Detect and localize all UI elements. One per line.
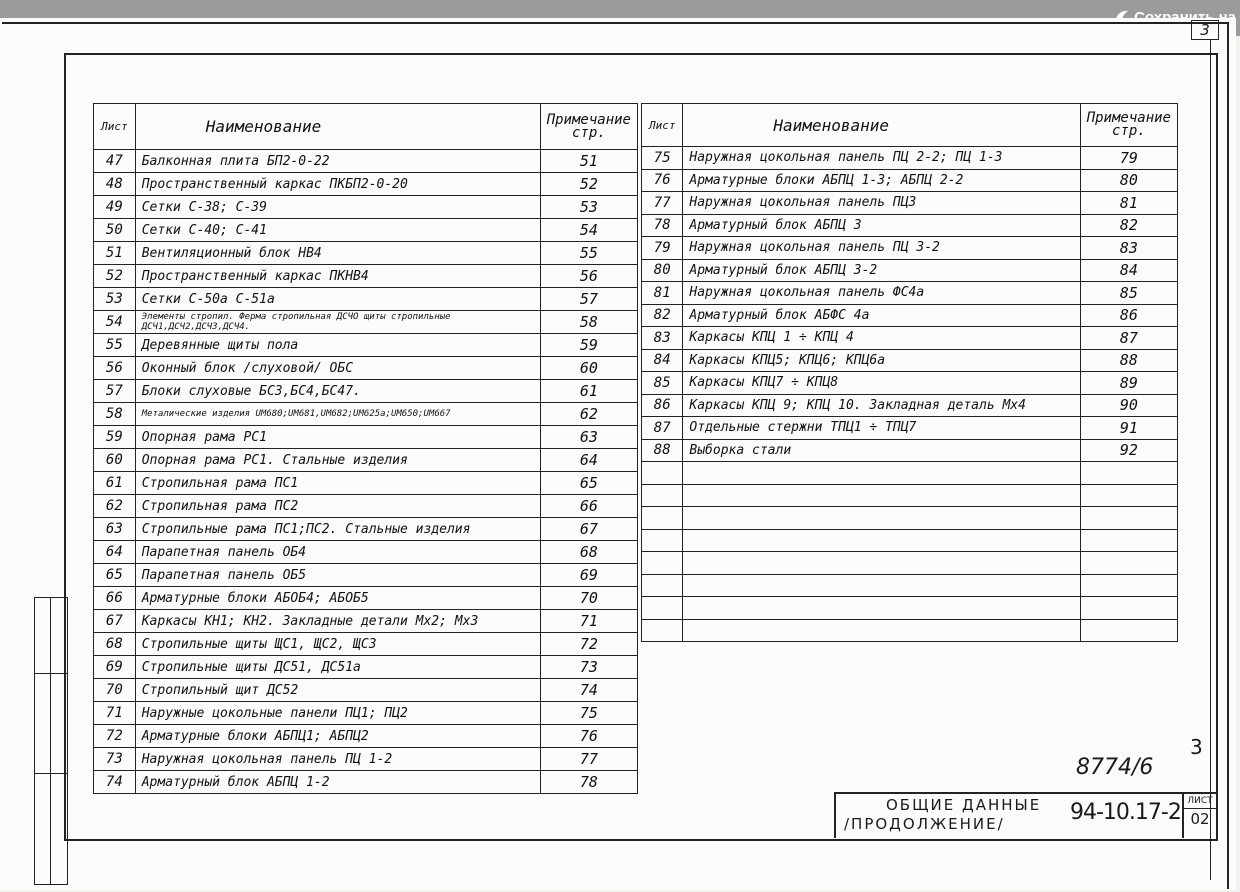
row-page-cell: 59	[540, 334, 637, 357]
row-page-cell: 55	[540, 242, 637, 265]
row-list-cell: 47	[94, 150, 136, 173]
table-row	[642, 237, 1178, 260]
table-row	[94, 679, 638, 702]
row-page-cell: 79	[1080, 147, 1177, 170]
row-list-cell: 54	[94, 311, 136, 334]
table-row	[94, 564, 638, 587]
row-name-cell: Парапетная панель ОБ4	[135, 541, 540, 564]
row-page-cell: 52	[540, 173, 637, 196]
table-row	[94, 426, 638, 449]
row-list-cell: 69	[94, 656, 136, 679]
row-list-cell: 73	[94, 748, 136, 771]
row-page-cell: 58	[540, 311, 637, 334]
row-list-cell: 48	[94, 173, 136, 196]
row-name-cell: Арматурные блоки АБОБ4; АБОБ5	[135, 587, 540, 610]
row-list-cell: 67	[94, 610, 136, 633]
binding-margin-strip	[34, 597, 68, 885]
row-list-cell: 55	[94, 334, 136, 357]
row-list-cell: 78	[642, 214, 683, 237]
row-name-cell: Элементы стропил. Ферма стропильная ДСЧО щиты стропильные ДСЧ1,ДСЧ2,ДСЧ3,ДСЧ4.	[135, 311, 540, 334]
row-list-cell: 71	[94, 702, 136, 725]
table-row	[642, 259, 1178, 282]
row-name-cell: Каркасы КПЦ 1 ÷ КПЦ 4	[683, 327, 1080, 350]
table-row-empty	[642, 597, 1178, 620]
row-page-cell: 89	[1080, 372, 1177, 395]
row-list-cell: 60	[94, 449, 136, 472]
row-name-cell: Оконный блок /слуховой/ ОБС	[135, 357, 540, 380]
left-contents-table	[93, 103, 638, 794]
sheet-number: 02	[1190, 810, 1210, 828]
table-row	[94, 173, 638, 196]
row-page-cell: 72	[540, 633, 637, 656]
row-name-cell: Балконная плита БП2-0-22	[135, 150, 540, 173]
row-list-cell: 63	[94, 518, 136, 541]
row-page-cell: 60	[540, 357, 637, 380]
row-page-cell: 83	[1080, 237, 1177, 260]
row-name-cell: Металические изделия UМ680;UМ681,UМ682;UМ625а;UМ650;UМ667	[135, 403, 540, 426]
row-page-cell: 82	[1080, 214, 1177, 237]
row-name-cell: Опорная рама РС1	[135, 426, 540, 449]
row-name-cell: Каркасы КН1; КН2. Закладные детали Мх2; Мх3	[135, 610, 540, 633]
row-page-cell: 92	[1080, 439, 1177, 462]
row-list-cell: 75	[642, 147, 683, 170]
row-page-cell: 75	[540, 702, 637, 725]
row-page-cell: 61	[540, 380, 637, 403]
row-list-cell: 74	[94, 771, 136, 794]
row-list-cell: 70	[94, 679, 136, 702]
table-row	[94, 380, 638, 403]
table-row	[642, 304, 1178, 327]
table-row	[94, 771, 638, 794]
title-block	[834, 792, 1216, 838]
row-page-cell: 65	[540, 472, 637, 495]
row-page-cell: 70	[540, 587, 637, 610]
row-page-cell: 51	[540, 150, 637, 173]
table-row	[94, 541, 638, 564]
row-page-cell: 57	[540, 288, 637, 311]
row-list-cell: 80	[642, 259, 683, 282]
row-page-cell: 87	[1080, 327, 1177, 350]
row-list-cell: 66	[94, 587, 136, 610]
row-name-cell: Стропильный щит ДС52	[135, 679, 540, 702]
table-row	[94, 449, 638, 472]
row-page-cell: 91	[1080, 417, 1177, 440]
row-page-cell: 73	[540, 656, 637, 679]
row-name-cell: Стропильная рама ПС2	[135, 495, 540, 518]
table-row	[642, 214, 1178, 237]
page-mark: 3	[1190, 735, 1203, 759]
table-row	[94, 656, 638, 679]
row-name-cell: Стропильная рама ПС1	[135, 472, 540, 495]
project-code: 94-10.17-2	[1070, 800, 1181, 825]
sheet-label: ЛИСТ	[1184, 794, 1216, 809]
row-list-cell: 86	[642, 394, 683, 417]
row-name-cell: Блоки слуховые БС3,БС4,БС47.	[135, 380, 540, 403]
table-row	[94, 150, 638, 173]
row-list-cell: 76	[642, 169, 683, 192]
table-row-empty	[642, 619, 1178, 642]
table-row-empty	[642, 507, 1178, 530]
table-row	[94, 242, 638, 265]
table-row	[94, 196, 638, 219]
row-page-cell: 77	[540, 748, 637, 771]
document-number: 8774/6	[1076, 755, 1154, 780]
row-name-cell: Парапетная панель ОБ5	[135, 564, 540, 587]
column-header-note: Примечание стр.	[540, 104, 637, 150]
column-header-name: Наименование	[683, 104, 1080, 147]
row-name-cell: Пространственный каркас ПКБП2-0-20	[135, 173, 540, 196]
row-list-cell: 84	[642, 349, 683, 372]
table-row	[94, 495, 638, 518]
row-list-cell: 68	[94, 633, 136, 656]
sheet-number-cell	[1182, 794, 1216, 838]
column-header-name: Наименование	[135, 104, 540, 150]
row-name-cell: Наружная цокольная панель ПЦ3	[683, 192, 1080, 215]
row-list-cell: 83	[642, 327, 683, 350]
row-page-cell: 85	[1080, 282, 1177, 305]
row-page-cell: 69	[540, 564, 637, 587]
table-row	[94, 633, 638, 656]
table-row	[94, 725, 638, 748]
row-name-cell: Сетки С-50а С-51а	[135, 288, 540, 311]
row-list-cell: 79	[642, 237, 683, 260]
table-row	[94, 610, 638, 633]
row-page-cell: 74	[540, 679, 637, 702]
row-list-cell: 64	[94, 541, 136, 564]
row-name-cell: Наружная цокольная панель ПЦ 3-2	[683, 237, 1080, 260]
row-list-cell: 77	[642, 192, 683, 215]
row-page-cell: 66	[540, 495, 637, 518]
row-page-cell: 71	[540, 610, 637, 633]
row-name-cell: Каркасы КПЦ7 ÷ КПЦ8	[683, 372, 1080, 395]
row-name-cell: Отдельные стержни ТПЦ1 ÷ ТПЦ7	[683, 417, 1080, 440]
table-row	[642, 439, 1178, 462]
row-name-cell: Выборка стали	[683, 439, 1080, 462]
table-row-empty	[642, 574, 1178, 597]
row-name-cell: Каркасы КПЦ 9; КПЦ 10. Закладная деталь Мх4	[683, 394, 1080, 417]
row-list-cell: 85	[642, 372, 683, 395]
table-row	[94, 357, 638, 380]
row-page-cell: 63	[540, 426, 637, 449]
row-name-cell: Арматурные блоки АБПЦ1; АБПЦ2	[135, 725, 540, 748]
column-header-list: Лист	[94, 104, 136, 150]
row-name-cell: Сетки С-40; С-41	[135, 219, 540, 242]
row-page-cell: 62	[540, 403, 637, 426]
table-row	[642, 349, 1178, 372]
right-contents-table	[641, 103, 1178, 642]
table-row	[94, 265, 638, 288]
row-name-cell: Арматурные блоки АБПЦ 1-3; АБПЦ 2-2	[683, 169, 1080, 192]
row-name-cell: Опорная рама РС1. Стальные изделия	[135, 449, 540, 472]
row-list-cell: 62	[94, 495, 136, 518]
table-row	[642, 372, 1178, 395]
row-list-cell: 57	[94, 380, 136, 403]
row-name-cell: Деревянные щиты пола	[135, 334, 540, 357]
table-row	[94, 472, 638, 495]
row-name-cell: Стропильные щиты ДС51, ДС51а	[135, 656, 540, 679]
table-row	[94, 288, 638, 311]
row-name-cell: Вентиляционный блок НВ4	[135, 242, 540, 265]
row-list-cell: 50	[94, 219, 136, 242]
row-name-cell: Сетки С-38; С-39	[135, 196, 540, 219]
row-list-cell: 49	[94, 196, 136, 219]
row-name-cell: Наружные цокольные панели ПЦ1; ПЦ2	[135, 702, 540, 725]
row-name-cell: Арматурный блок АБФС 4а	[683, 304, 1080, 327]
row-list-cell: 82	[642, 304, 683, 327]
row-list-cell: 52	[94, 265, 136, 288]
table-row	[94, 403, 638, 426]
row-list-cell: 61	[94, 472, 136, 495]
row-list-cell: 72	[94, 725, 136, 748]
row-name-cell: Арматурный блок АБПЦ 3	[683, 214, 1080, 237]
row-list-cell: 65	[94, 564, 136, 587]
title-line-1: ОБЩИЕ ДАННЫЕ	[886, 796, 1042, 814]
row-list-cell: 53	[94, 288, 136, 311]
row-page-cell: 54	[540, 219, 637, 242]
row-name-cell: Наружная цокольная панель ФС4а	[683, 282, 1080, 305]
row-name-cell: Наружная цокольная панель ПЦ 2-2; ПЦ 1-3	[683, 147, 1080, 170]
row-page-cell: 86	[1080, 304, 1177, 327]
row-name-cell: Стропильные щиты ЩС1, ЩС2, ЩС3	[135, 633, 540, 656]
row-page-cell: 90	[1080, 394, 1177, 417]
row-list-cell: 81	[642, 282, 683, 305]
row-page-cell: 88	[1080, 349, 1177, 372]
row-page-cell: 56	[540, 265, 637, 288]
row-page-cell: 68	[540, 541, 637, 564]
row-page-cell: 76	[540, 725, 637, 748]
table-row	[642, 169, 1178, 192]
table-row	[94, 311, 638, 334]
column-header-list: Лист	[642, 104, 683, 147]
row-page-cell: 78	[540, 771, 637, 794]
table-row	[94, 587, 638, 610]
table-row	[94, 748, 638, 771]
row-page-cell: 80	[1080, 169, 1177, 192]
row-page-cell: 81	[1080, 192, 1177, 215]
row-page-cell: 64	[540, 449, 637, 472]
row-list-cell: 51	[94, 242, 136, 265]
table-row	[94, 219, 638, 242]
table-row-empty	[642, 484, 1178, 507]
row-list-cell: 59	[94, 426, 136, 449]
table-row-empty	[642, 462, 1178, 485]
row-page-cell: 53	[540, 196, 637, 219]
row-name-cell: Каркасы КПЦ5; КПЦ6; КПЦ6а	[683, 349, 1080, 372]
row-list-cell: 88	[642, 439, 683, 462]
table-row	[94, 702, 638, 725]
table-row	[642, 327, 1178, 350]
table-row-empty	[642, 552, 1178, 575]
row-list-cell: 87	[642, 417, 683, 440]
table-row	[642, 394, 1178, 417]
table-row	[642, 282, 1178, 305]
row-name-cell: Стропильные рама ПС1;ПС2. Стальные изделия	[135, 518, 540, 541]
table-row	[642, 147, 1178, 170]
title-line-2: /ПРОДОЛЖЕНИЕ/	[844, 815, 1005, 833]
row-page-cell: 84	[1080, 259, 1177, 282]
title-block-title	[844, 796, 1041, 834]
table-row	[94, 518, 638, 541]
row-name-cell: Пространственный каркас ПКНВ4	[135, 265, 540, 288]
row-page-cell: 67	[540, 518, 637, 541]
row-name-cell: Наружная цокольная панель ПЦ 1-2	[135, 748, 540, 771]
table-row	[642, 417, 1178, 440]
row-name-cell: Арматурный блок АБПЦ 3-2	[683, 259, 1080, 282]
top-corner-number: 3	[1191, 20, 1219, 40]
column-header-note: Примечание стр.	[1080, 104, 1177, 147]
table-row	[642, 192, 1178, 215]
row-list-cell: 56	[94, 357, 136, 380]
table-row-empty	[642, 529, 1178, 552]
table-row	[94, 334, 638, 357]
row-list-cell: 58	[94, 403, 136, 426]
row-name-cell: Арматурный блок АБПЦ 1-2	[135, 771, 540, 794]
